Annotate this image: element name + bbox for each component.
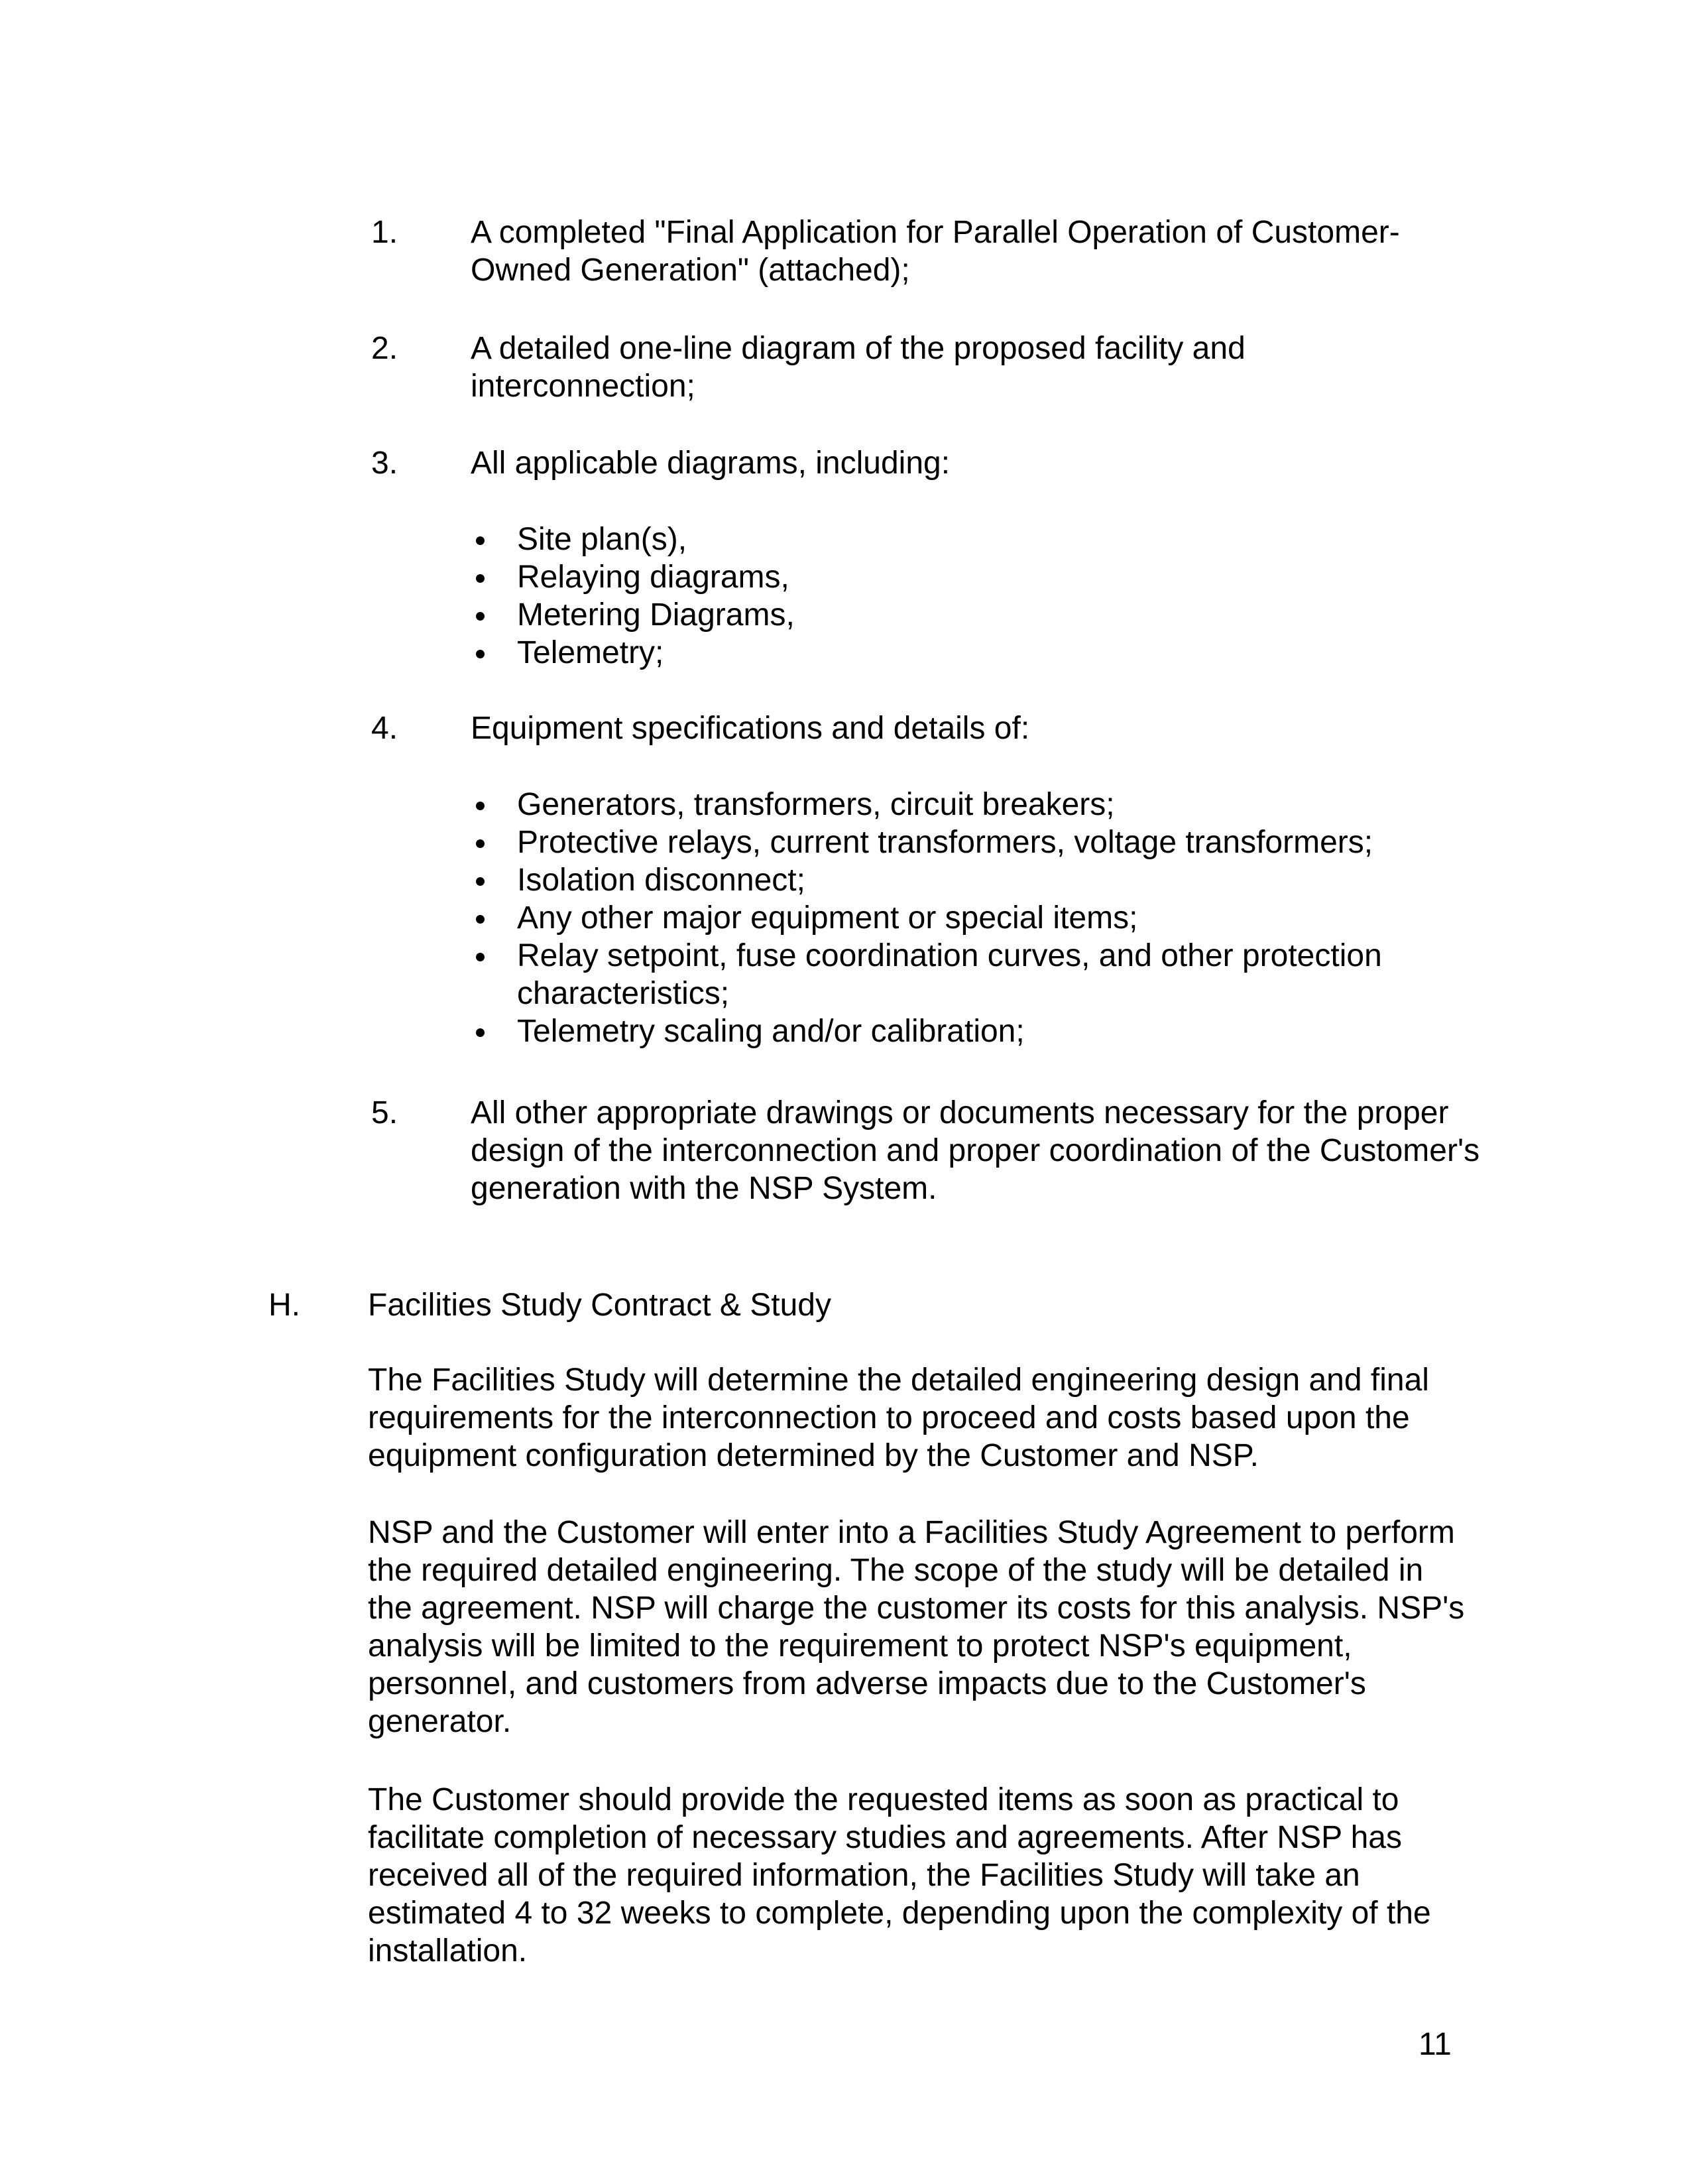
item-text: All applicable diagrams, including: bbox=[471, 446, 951, 481]
bullet-item bbox=[464, 558, 1505, 596]
bullet-item bbox=[464, 937, 1472, 1012]
bullet-text: Generators, transformers, circuit breakers; bbox=[517, 787, 1115, 822]
bullet-item bbox=[464, 520, 1505, 558]
section-heading: Facilities Study Contract & Study bbox=[368, 1288, 831, 1323]
bullet-icon bbox=[476, 953, 485, 961]
bullet-text: Telemetry; bbox=[517, 635, 664, 670]
bullet-icon bbox=[476, 612, 485, 621]
section-paragraph: The Customer should provide the requested items as soon as practical to facilitate completion of necessary studies and agreements. After NSP has received all of the required information, the Facilities Study will take an estimated 4 to 32 weeks to complete, depending upon the complexity of the installation. bbox=[368, 1782, 1431, 1969]
bullet-item bbox=[464, 1012, 1472, 1050]
bullet-text: Protective relays, current transformers, voltage transformers; bbox=[517, 825, 1373, 860]
section-letter: H. bbox=[268, 1288, 300, 1323]
section-paragraph: NSP and the Customer will enter into a Facilities Study Agreement to perform the required detailed engineering. The scope of the study will be detailed in the agreement. NSP will charge the customer its costs for this analysis. NSP's analysis will be limited to the requirement to protect NSP's equipment, personnel, and customers from adverse impacts due to the Customer's generator. bbox=[368, 1515, 1465, 1739]
bullet-text: Metering Diagrams, bbox=[517, 597, 795, 633]
bullet-item bbox=[464, 786, 1472, 823]
item-number: 2. bbox=[371, 331, 398, 366]
bullet-item bbox=[464, 899, 1472, 937]
bullet-text: Relaying diagrams, bbox=[517, 560, 789, 595]
item-number: 4. bbox=[371, 711, 398, 746]
bullet-list bbox=[464, 520, 1505, 672]
bullet-icon bbox=[476, 915, 485, 924]
bullet-item bbox=[464, 634, 1505, 672]
bullet-icon bbox=[476, 536, 485, 545]
item-text: Equipment specifications and details of: bbox=[471, 711, 1030, 746]
bullet-text: Relay setpoint, fuse coordination curves, and other protection characteristics; bbox=[517, 938, 1382, 1011]
item-text: A detailed one-line diagram of the proposed facility and interconnection; bbox=[471, 331, 1246, 404]
item-number: 3. bbox=[371, 446, 398, 481]
bullet-text: Isolation disconnect; bbox=[517, 863, 805, 898]
bullet-icon bbox=[476, 877, 485, 886]
item-text: A completed "Final Application for Parallel Operation of Customer-Owned Generation" (attached); bbox=[471, 215, 1400, 288]
bullet-icon bbox=[476, 839, 485, 848]
item-number: 1. bbox=[371, 215, 398, 250]
bullet-item bbox=[464, 596, 1505, 634]
item-number: 5. bbox=[371, 1095, 398, 1130]
bullet-text: Any other major equipment or special items; bbox=[517, 900, 1138, 936]
section-paragraph: The Facilities Study will determine the detailed engineering design and final requirements for the interconnection to proceed and costs based upon the equipment configuration determined by the Customer and NSP. bbox=[368, 1363, 1429, 1473]
bullet-icon bbox=[476, 650, 485, 658]
bullet-item bbox=[464, 823, 1472, 861]
bullet-icon bbox=[476, 1028, 485, 1037]
page-number: 11 bbox=[1419, 2027, 1452, 2062]
bullet-item bbox=[464, 861, 1472, 899]
bullet-list bbox=[464, 786, 1472, 1050]
bullet-icon bbox=[476, 802, 485, 810]
bullet-text: Site plan(s), bbox=[517, 522, 687, 557]
bullet-icon bbox=[476, 574, 485, 583]
item-text: All other appropriate drawings or documents necessary for the proper design of the interconnection and proper coordination of the Customer's generation with the NSP System. bbox=[471, 1095, 1480, 1206]
bullet-text: Telemetry scaling and/or calibration; bbox=[517, 1014, 1025, 1049]
